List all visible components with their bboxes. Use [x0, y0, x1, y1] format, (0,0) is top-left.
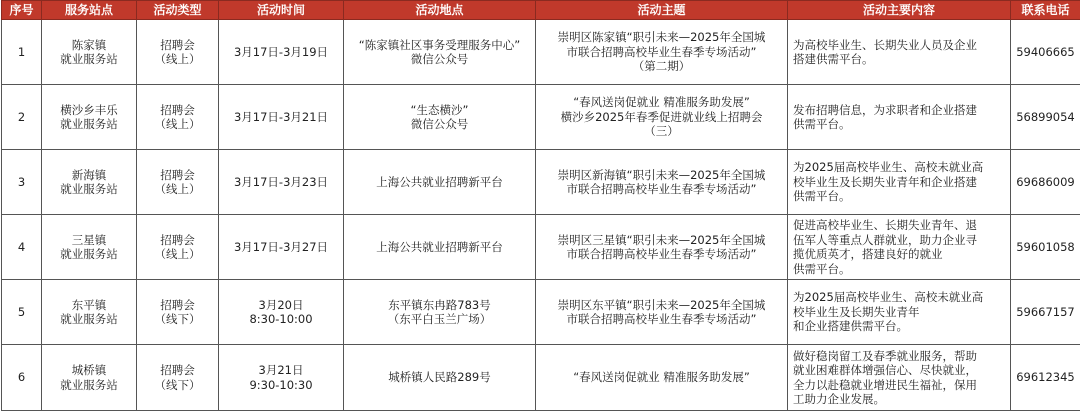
cell-place: 东平镇东冉路783号 （东平白玉兰广场） [344, 280, 536, 345]
cell-time: 3月20日 8:30-10:00 [219, 280, 344, 345]
cell-phone: 59667157 [1011, 280, 1080, 345]
cell-type: 招聘会 （线下） [137, 345, 219, 411]
cell-theme: “春风送岗促就业 精准服务助发展” 横沙乡2025年春季促进就业线上招聘会 （三） [536, 85, 788, 150]
cell-station: 陈家镇 就业服务站 [42, 20, 137, 85]
cell-phone: 69612345 [1011, 345, 1080, 411]
cell-phone: 59406665 [1011, 20, 1080, 85]
cell-no: 3 [2, 150, 42, 215]
cell-time: 3月17日-3月21日 [219, 85, 344, 150]
cell-place: 城桥镇人民路289号 [344, 345, 536, 411]
cell-time: 3月17日-3月19日 [219, 20, 344, 85]
cell-no: 5 [2, 280, 42, 345]
cell-phone: 56899054 [1011, 85, 1080, 150]
table-row [2, 280, 1080, 345]
cell-time: 3月17日-3月27日 [219, 215, 344, 280]
header-place: 活动地点 [344, 1, 536, 20]
cell-phone: 59601058 [1011, 215, 1080, 280]
cell-no: 1 [2, 20, 42, 85]
activity-table [1, 0, 1080, 411]
cell-content: 做好稳岗留工及春季就业服务，帮助 就业困难群体增强信心、尽快就业， 全力以赴稳就业增进民生福祉，保用 工助力企业发展。 [788, 345, 1011, 411]
cell-time: 3月17日-3月23日 [219, 150, 344, 215]
cell-theme: 崇明区东平镇“职引未来—2025年全国城 市联合招聘高校毕业生春季专场活动” [536, 280, 788, 345]
cell-no: 2 [2, 85, 42, 150]
header-type: 活动类型 [137, 1, 219, 20]
cell-content: 为2025届高校毕业生、高校未就业高 校毕业生及长期失业青年和企业搭建 供需平台。 [788, 150, 1011, 215]
cell-time: 3月21日 9:30-10:30 [219, 345, 344, 411]
cell-place: “陈家镇社区事务受理服务中心” 微信公众号 [344, 20, 536, 85]
table-row [2, 215, 1080, 280]
cell-station: 城桥镇 就业服务站 [42, 345, 137, 411]
cell-type: 招聘会 （线上） [137, 215, 219, 280]
cell-station: 新海镇 就业服务站 [42, 150, 137, 215]
cell-theme: “春风送岗促就业 精准服务助发展” [536, 345, 788, 411]
cell-content: 促进高校毕业生、长期失业青年、退 伍军人等重点人群就业，助力企业寻 揽优质英才，搭建良好的就业 供需平台。 [788, 215, 1011, 280]
header-station: 服务站点 [42, 1, 137, 20]
header-content: 活动主要内容 [788, 1, 1011, 20]
header-time: 活动时间 [219, 1, 344, 20]
cell-theme: 崇明区陈家镇“职引未来—2025年全国城 市联合招聘高校毕业生春季专场活动” （第二期） [536, 20, 788, 85]
cell-content: 为高校毕业生、长期失业人员及企业 搭建供需平台。 [788, 20, 1011, 85]
cell-station: 三星镇 就业服务站 [42, 215, 137, 280]
cell-station: 东平镇 就业服务站 [42, 280, 137, 345]
cell-type: 招聘会 （线上） [137, 150, 219, 215]
cell-phone: 69686009 [1011, 150, 1080, 215]
cell-theme: 崇明区三星镇“职引未来—2025年全国城 市联合招聘高校毕业生春季专场活动” [536, 215, 788, 280]
cell-no: 4 [2, 215, 42, 280]
cell-place: 上海公共就业招聘新平台 [344, 215, 536, 280]
table-row [2, 85, 1080, 150]
header-phone: 联系电话 [1011, 1, 1080, 20]
cell-place: “生态横沙” 微信公众号 [344, 85, 536, 150]
cell-type: 招聘会 （线上） [137, 85, 219, 150]
header-theme: 活动主题 [536, 1, 788, 20]
table-header-row [2, 1, 1080, 20]
header-no: 序号 [2, 1, 42, 20]
cell-content: 为2025届高校毕业生、高校未就业高 校毕业生及长期失业青年 和企业搭建供需平台。 [788, 280, 1011, 345]
table-row [2, 150, 1080, 215]
cell-type: 招聘会 （线下） [137, 280, 219, 345]
table-row [2, 20, 1080, 85]
cell-content: 发布招聘信息，为求职者和企业搭建 供需平台。 [788, 85, 1011, 150]
table-row [2, 345, 1080, 411]
cell-place: 上海公共就业招聘新平台 [344, 150, 536, 215]
cell-no: 6 [2, 345, 42, 411]
cell-type: 招聘会 （线上） [137, 20, 219, 85]
cell-theme: 崇明区新海镇“职引未来—2025年全国城 市联合招聘高校毕业生春季专场活动” [536, 150, 788, 215]
cell-station: 横沙乡丰乐 就业服务站 [42, 85, 137, 150]
